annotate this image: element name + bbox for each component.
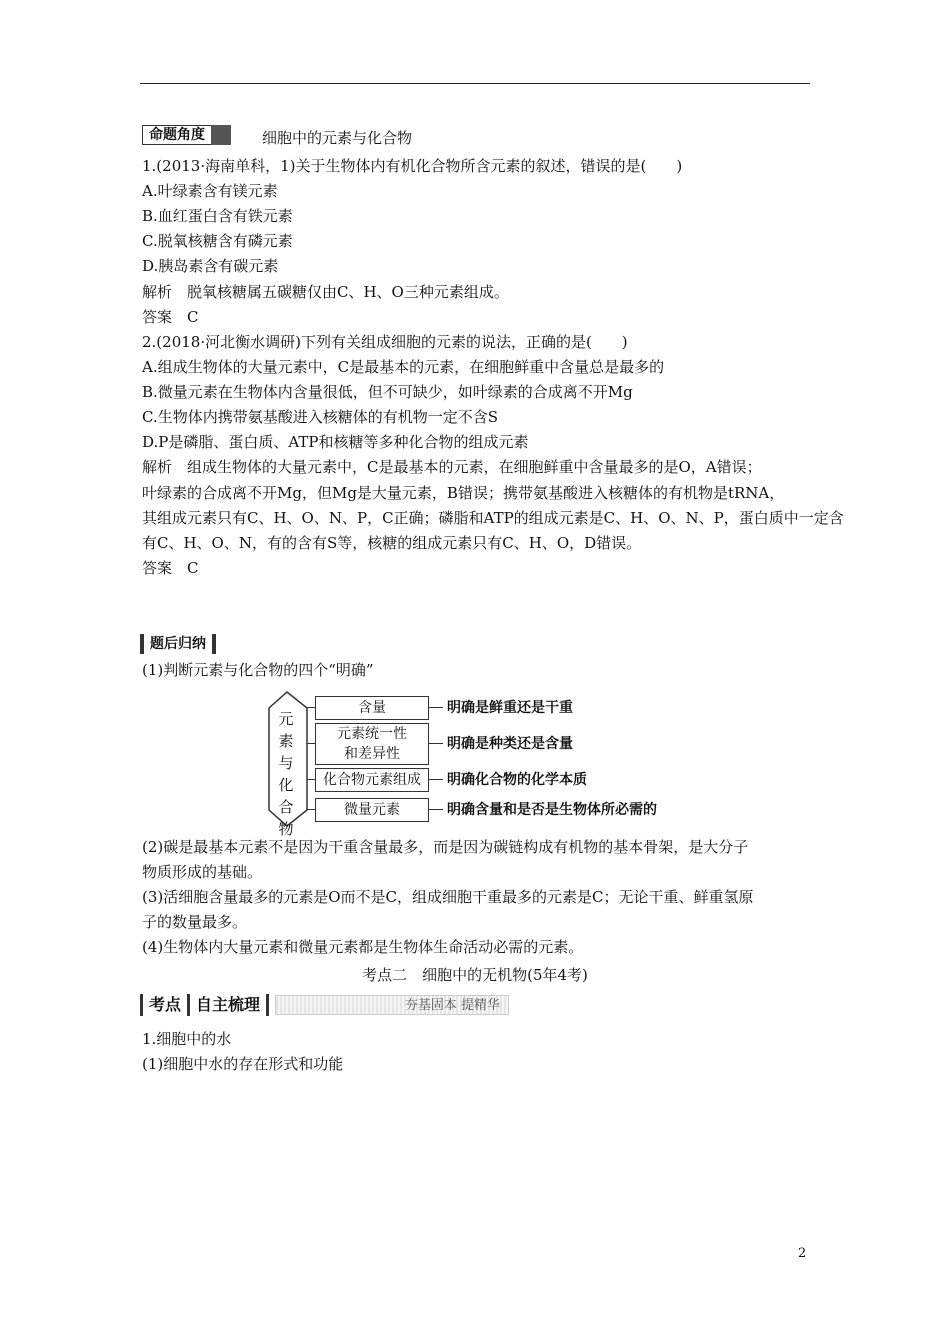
diagram-note: 明确是种类还是含量 (447, 736, 573, 752)
section-line: 1.细胞中的水 (142, 1030, 232, 1048)
diagram-box-content: 含量 (315, 696, 429, 720)
summary-badge: 题后归纳 (140, 634, 216, 654)
option-line: C.生物体内携带氨基酸进入核糖体的有机物一定不含S (142, 408, 498, 426)
question-line: 2.(2018·河北衡水调研)下列有关组成细胞的元素的说法，正确的是( ) (142, 333, 628, 351)
diagram-note: 明确含量和是否是生物体所必需的 (447, 802, 657, 818)
connector-line (307, 779, 315, 780)
analysis-line: 解析 脱氧核糖属五碳糖仅由C、H、O三种元素组成。 (142, 283, 509, 301)
option-line: A.组成生物体的大量元素中，C是最基本的元素，在细胞鲜重中含量总是最多的 (142, 358, 665, 376)
kaodian-badge (140, 993, 509, 1017)
page-number: 2 (798, 1246, 807, 1261)
kaodian-tag: 夯基固本 提精华 (275, 995, 509, 1015)
summary-line: (4)生物体内大量元素和微量元素都是生物体生命活动必需的元素。 (142, 938, 584, 956)
diagram-box-composition: 化合物元素组成 (315, 768, 429, 792)
angle-badge-block (211, 125, 231, 145)
question-line: 1.(2013·海南单科，1)关于生物体内有机化合物所含元素的叙述，错误的是( ) (142, 157, 683, 175)
option-line: C.脱氧核糖含有磷元素 (142, 232, 293, 250)
option-line: B.血红蛋白含有铁元素 (142, 207, 293, 225)
diagram-note: 明确是鲜重还是干重 (447, 700, 573, 716)
connector-line (429, 743, 443, 744)
summary-line: 物质形成的基础。 (142, 863, 263, 881)
summary-line: (2)碳是最基本元素不是因为干重含量最多，而是因为碳链构成有机物的基本骨架，是大分子 (142, 838, 749, 856)
angle-title: 细胞中的元素与化合物 (262, 129, 413, 147)
answer-line: 答案 C (142, 559, 199, 577)
concept-diagram (265, 690, 705, 838)
summary-intro: (1)判断元素与化合物的四个“明确” (142, 661, 374, 679)
kaodian-badge-b: 自主梳理 (187, 994, 269, 1016)
section-line: (1)细胞中水的存在形式和功能 (142, 1055, 344, 1073)
answer-line: 答案 C (142, 308, 199, 326)
option-line: D.胰岛素含有碳元素 (142, 257, 279, 275)
connector-line (429, 707, 443, 708)
analysis-line: 叶绿素的合成离不开Mg，但Mg是大量元素，B错误；携带氨基酸进入核糖体的有机物是tRNA， (142, 484, 785, 502)
summary-line: (3)活细胞含量最多的元素是O而不是C，组成细胞干重最多的元素是C；无论干重、鲜重氢原 (142, 888, 754, 906)
summary-line: 子的数量最多。 (142, 913, 248, 931)
option-line: D.P是磷脂、蛋白质、ATP和核糖等多种化合物的组成元素 (142, 433, 529, 451)
analysis-line: 其组成元素只有C、H、O、N、P，C正确；磷脂和ATP的组成元素是C、H、O、N、P，蛋白质中一定含 (142, 509, 844, 527)
connector-line (429, 809, 443, 810)
angle-badge-label: 命题角度 (142, 125, 212, 145)
analysis-line: 解析 组成生物体的大量元素中，C是最基本的元素，在细胞鲜重中含量最多的是O，A错误； (142, 458, 762, 476)
section-title: 考点二 细胞中的无机物(5年4考) (362, 966, 588, 984)
diagram-center-label: 元素与化合物 (278, 710, 294, 838)
diagram-box-unity-line2: 和差异性 (344, 746, 400, 762)
diagram-box-unity-line1: 元素统一性 (337, 726, 407, 742)
connector-line (307, 743, 315, 744)
analysis-line: 有C、H、O、N，有的含有S等，核糖的组成元素只有C、H、O，D错误。 (142, 534, 642, 552)
option-line: A.叶绿素含有镁元素 (142, 182, 278, 200)
diagram-box-trace: 微量元素 (315, 798, 429, 822)
diagram-note: 明确化合物的化学本质 (447, 772, 587, 788)
kaodian-badge-a: 考点 (140, 994, 187, 1016)
connector-line (429, 779, 443, 780)
connector-line (307, 707, 315, 708)
connector-line (307, 809, 315, 810)
option-line: B.微量元素在生物体内含量很低，但不可缺少，如叶绿素的合成离不开Mg (142, 383, 633, 401)
angle-badge (142, 124, 231, 146)
header-rule (140, 83, 810, 84)
diagram-box-unity (315, 723, 429, 765)
